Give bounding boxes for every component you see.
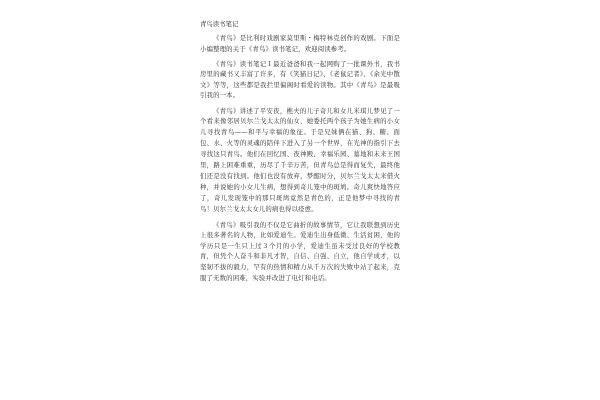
paragraph-story: 《青鸟》讲述了平安夜，樵夫的儿子奇儿和女儿米琪儿梦见了一个看来像邻居贝尔兰戈太太的仙女，她委托两个孩子为她生病的小女儿寻找青鸟——和平与幸福的象征。于是兄妹俩在猫、狗、糖、面包、水、火等的灵魂的陪伴下进入了另一个世界，在光神的指引下去寻找这只青鸟。他们在回忆国、夜神殿、幸福乐园、墓地和未来王国里，路上困难重重，历尽了千辛万苦，但青鸟总是得而复失，最终他们还是没有找到。他们也没有放弃，梦醒时分，贝尔兰戈太太来借火种，并说她的小女儿生病，想得到奇儿笼中的斑鸠。奇儿爽快地答应了，奇儿发现笼中的那只斑鸠竟然是青色的，正是他梦中寻找的青鸟！贝尔兰戈太太女儿的病也得以痊愈。 — [200, 106, 400, 213]
paragraph-note-1: 《青鸟》读书笔记１最近爸爸和我一起网购了一批课外书，我书房里的藏书又丰富了许多，有《笑猫日记》、《老鼠记者》、《余光中散文》等等，这些都是我拦里偏阁时看爱的读物。其中《青鸟》是最吸引我的一本。 — [200, 59, 400, 100]
paragraph-reflection: 《青鸟》吸引我的不仅是它曲折的故事情节，它让我联想到历史上很多著名的人物，比如爱迪生。爱迪生出身低微、生活贫困，他的学历只是一生只上过３个月的小学，爱迪生虽未受过良好的学校教育，但凭个人奋斗和非凡才智，自信、自强、自立，他自学成才，以坚韧不拔的毅力，罕有的热情和精力从千万次的失败中站了起来，克服了无数的困难，实验并改进了电灯和电话。 — [200, 220, 400, 282]
document-page — [200, 20, 400, 288]
document-title: 青鸟读书笔记 — [200, 20, 239, 28]
paragraph-intro: 《青鸟》是比利时戏剧家莫里斯・梅特林克创作的戏剧。下面是小编整理的关于《青鸟》读书笔记，欢迎阅读参考。 — [200, 34, 400, 53]
